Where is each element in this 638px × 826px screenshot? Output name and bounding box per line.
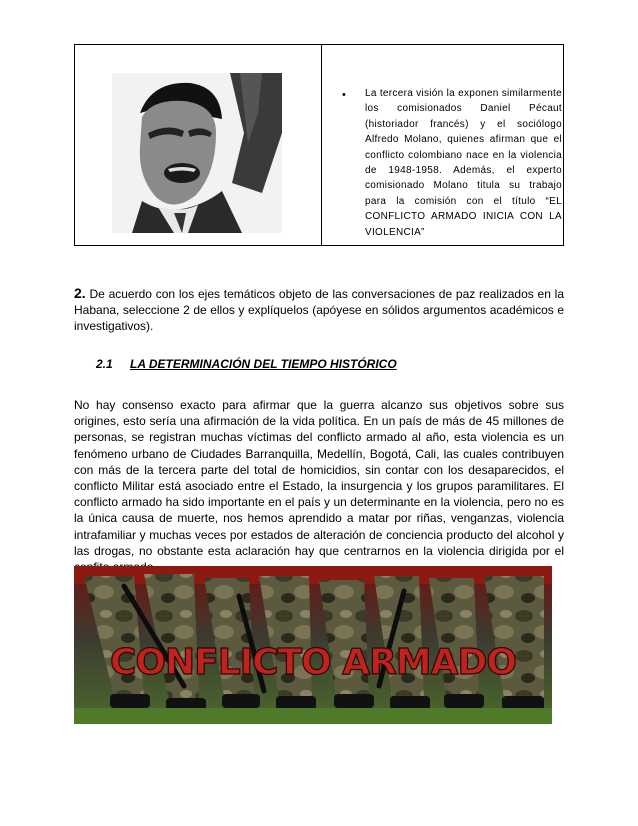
question-2	[74, 285, 564, 334]
intro-table	[74, 44, 564, 246]
body-paragraph: No hay consenso exacto para afirmar que la guerra alcanzo sus objetivos sobre sus origines, esto sería una afirmación de la vida política. En un país de más de 45 millones de personas, se registran muchas víctimas del conflicto armado al año, esta violencia es un fenómeno urbano de Ciudades Barranquilla, Medellín, Bogotá, Cali, las cuales contribuyen con más de la tercera parte del total de homicidios, sin contar con los desaparecidos, el conflicto Militar está asociado entre el Estado, la insurgencia y los grupos paramilitares. El conflicto armado ha sido importante en el país y un determinante en la violencia, pero no es la única causa de muerte, nos hemos aprendido a matar por riñas, venganzas, violencia intrafamiliar y muchas veces por estados de alteración de conciencia producto del alcohol y las drogas, no obstante esta aclaración hay que centrarnos en la violencia dirigida por el	[74, 398, 564, 558]
subsection-heading	[96, 357, 397, 371]
subsection-title: LA DETERMINACIÓN DEL TIEMPO HISTÓRICO	[130, 357, 397, 371]
text-cell	[322, 45, 563, 245]
conflict-banner-image	[74, 566, 552, 724]
subsection-number: 2.1	[96, 357, 113, 371]
portrait-photo	[112, 73, 282, 233]
soldiers-image	[74, 566, 552, 724]
bullet-text: La tercera visión la exponen similarmente los comisionados Daniel Pécaut (historiador francés) y el sociólogo Alfredo Molano, quienes afirman que el conflicto colombiano nace en la violencia de 1948-1958. Además, el experto comisionado Molano titula su trabajo para la comisión con el título “EL CONFLICTO ARMADO INICIA CON LA VIOLENCIA”	[365, 88, 562, 238]
portrait-image	[112, 73, 282, 233]
question-text: De acuerdo con los ejes temáticos objeto de las conversaciones de paz realizados en la Habana, seleccione 2 de ellos y explíquelos (apóyese en sólidos argumentos académicos e investigativos).	[74, 287, 564, 333]
photo-cell	[75, 45, 322, 245]
bullet-marker: •	[342, 89, 346, 101]
banner-title: CONFLICTO ARMADO	[110, 642, 516, 683]
question-number: 2.	[74, 285, 86, 301]
